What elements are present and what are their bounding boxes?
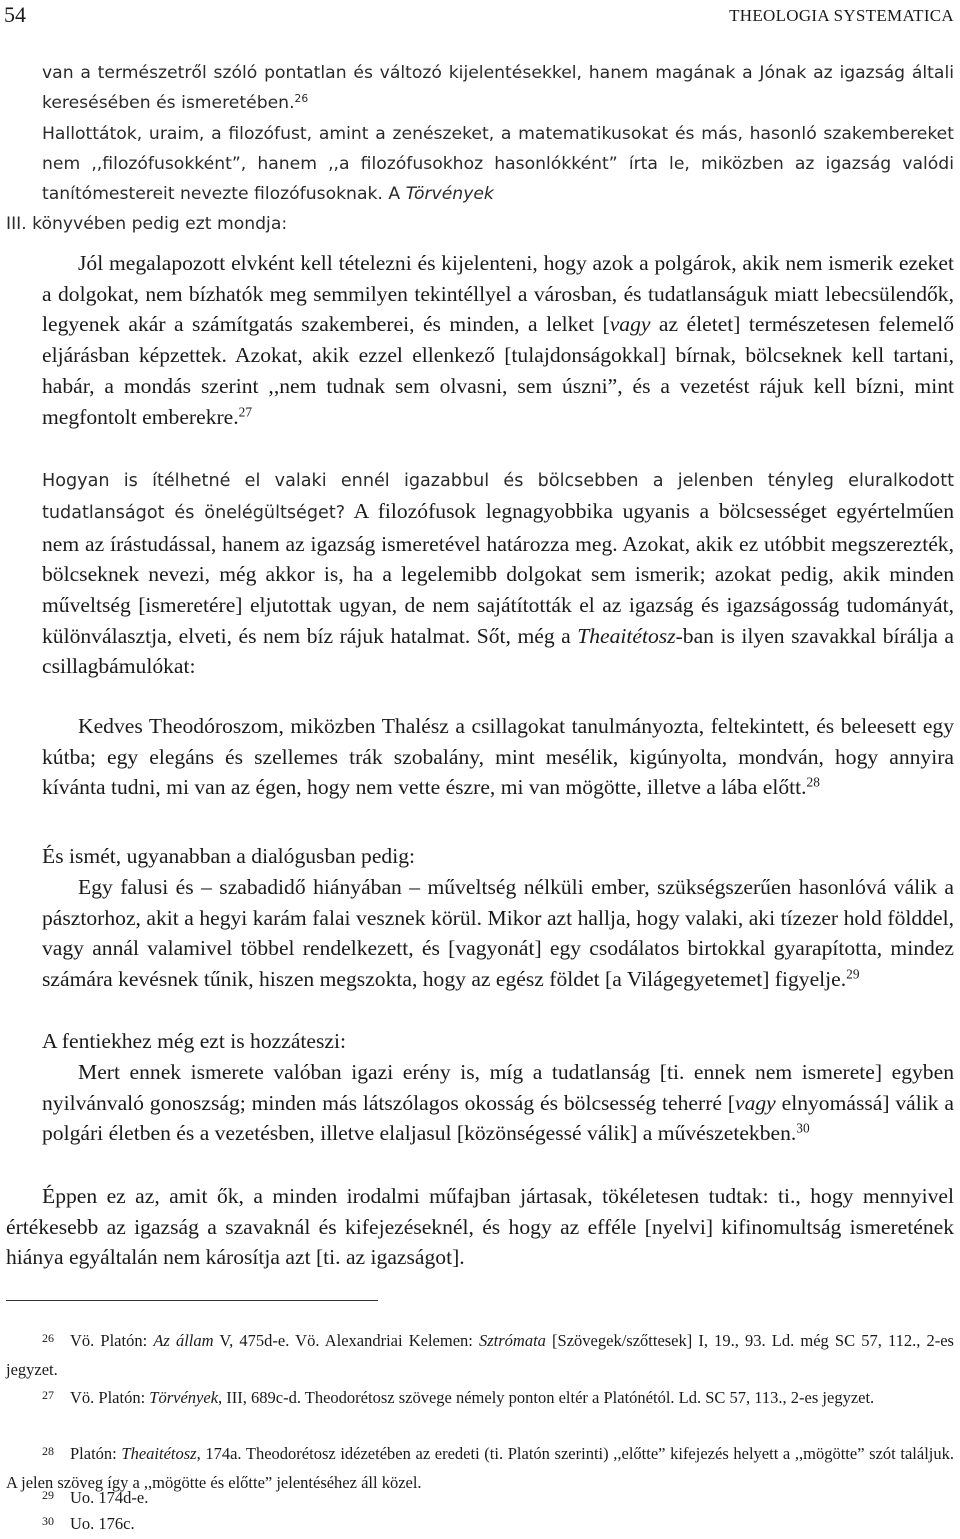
footnote-separator: [6, 1300, 378, 1301]
block-quote-3: Egy falusi és – szabadidő hiányában – műveltség nélküli ember, szükségszerűen hasonlóvá válik a pásztorhoz, akit a hegyi karám falai vesznek körül. Mikor azt hallja, hogy valaki, aki tízezer hold földdel, vagy annál valamivel többel rendelkezett, és [vagyonát] egy csodálatos birtokkal gyarapította, mindez számára kevésnek tűnik, hiszen megszokta, hogy az egész földet [a Világegyetemet] figyelje.$^{29}$: [42, 875, 954, 992]
footnote-30: 30 Uo. 176c.: [42, 1513, 135, 1533]
footnote-ref-29[interactable]: 29: [846, 966, 860, 982]
work-title: Törvények: [405, 184, 494, 205]
page-number: 54: [4, 2, 26, 27]
footnote-ref-28[interactable]: 28: [806, 775, 820, 791]
block-quote-2: Kedves Theodóroszom, miközben Thalész a csillagokat tanulmányozta, feltekintett, és beleesett egy kútba; egy elegáns és szellemes trák szobalány, mint mesélik, kigúnyolta, mondván, hogy annyira kívánta tudni, mi van az égen, hogy nem vette észre, mi van mögötte, illetve a lába előtt.$^{28}$: [42, 714, 954, 800]
running-title: THEOLOGIA SYSTEMATICA: [729, 6, 954, 25]
footnote-ref-27[interactable]: 27: [238, 404, 253, 420]
block-quote-1: Jól megalapozott elvként kell tételezni és kijelenteni, hogy azok a polgárok, akik nem ismerik ezeket a dolgokat, nem bízhatók meg semmilyen tekintéllyel a városban, és tudatlanságuk miatt lebecsülendők, legyenek akár a számítgatás szakemberei, és minden, a lelket [vagy az életet] természetesen felemelő eljárásban képzettek. Azokat, akik ezzel ellenkező [tulajdonságokkal] bírnak, bölcseknek kell tartani, habár, a mondás szerint ,,nem tudnak sem olvasni, sem úszni”, és a vezetést rájuk kell bízni, mint megfontolt emberekre.$^{27}$: [42, 251, 955, 429]
footnote-29: 29 Uo. 174d-e.: [42, 1487, 149, 1507]
body-paragraph-5: Éppen ez az, amit ők, a minden irodalmi műfajban jártasak, tökéletesen tudtak: ti., hogy mennyivel értékesebb az igazság a szavaknál és kifejezéseknél, és hogy az efféle [nyelvi] kifinomultság ismeretének hiánya egyáltalán nem károsítja azt [ti. az igazságot].: [6, 1184, 954, 1270]
footnote-ref-26[interactable]: 26: [294, 92, 309, 106]
body-paragraph-1: van a természetről szóló pontatlan és változó kijelentésekkel, hanem magának a Jónak az igazság általi keresésében és ismeretében.$^{26}$ Hallottátok, uraim, a filozófust, amint a zenészeket, a matematikusokat és más, hasonló szakembereket nem ,,filozófusokként”, hanem ,,a filozófusokhoz hasonlókként” írta le, miközben az igazság valódi tanítómestereit nevezte filozófusoknak. A Törvények III. könyvében pedig ezt mondja:: [6, 63, 954, 235]
block-quote-4: Mert ennek ismerete valóban igazi erény is, míg a tudatlanság [ti. ennek nem ismerete] egyben nyilvánvaló gonoszság; minden más látszólagos okosság és bölcsesség teherré [vagy elnyomássá] válik a polgári életben és a vezetésben, illetve elaljasul [közönségessé válik] a művészetekben.$^{30}$: [42, 1060, 954, 1146]
page-header: [4, 2, 954, 32]
body-paragraph-4: A fentiekhez még ezt is hozzáteszi:: [42, 1029, 346, 1053]
work-title: Theaitétosz: [577, 623, 676, 648]
body-paragraph-3: És ismét, ugyanabban a dialógusban pedig:: [42, 844, 416, 868]
footnote-27: 27 Vö. Platón: Törvények, III, 689c-d. Theodorétosz szövege némely ponton eltér a Platónétól. Ld. SC 57, 113., 2-es jegyzet.: [42, 1387, 875, 1407]
body-paragraph-2: Hogyan is ítélhetné el valaki ennél igazabbul és bölcsebben a jelenben tényleg eluralkodott tudatlanságot és önelégültséget? A filozófusok legnagyobbika ugyanis a bölcsességet egyértelműen nem az írástudással, hanem az igazság ismeretével határozza meg. Azokat, akik ez utóbbit megszerezték, bölcseknek nevezi, még akkor is, ha a legelemibb dolgokat sem ismerik; azokat pedig, akik minden műveltség [ismeretére] eljutottak ugyan, de nem sajátították el az igazság és igazságosság tudományát, különválasztja, elveti, és nem bíz rájuk hatalmat. Sőt, még a Theaitétosz-ban is ilyen szavakkal bírálja a csillagbámulókat:: [42, 471, 955, 679]
footnote-ref-30[interactable]: 30: [796, 1121, 810, 1137]
footnote-26: 26 Vö. Platón: Az állam V, 475d-e. Vö. Alexandriai Kelemen: Sztrómata [Szövegek/szőttesek] I, 19., 93. Ld. még SC 57, 112., 2-es jegyzet.: [6, 1330, 954, 1379]
footnote-28: 28 Platón: Theaitétosz, 174a. Theodorétosz idézetében az eredeti (ti. Platón szerinti) ,,előtte” kifejezés helyett a ,,mögötte” szót találjuk. A jelen szöveg így a ,,mögötte és előtte” jelentéséhez áll közel.: [6, 1443, 954, 1492]
